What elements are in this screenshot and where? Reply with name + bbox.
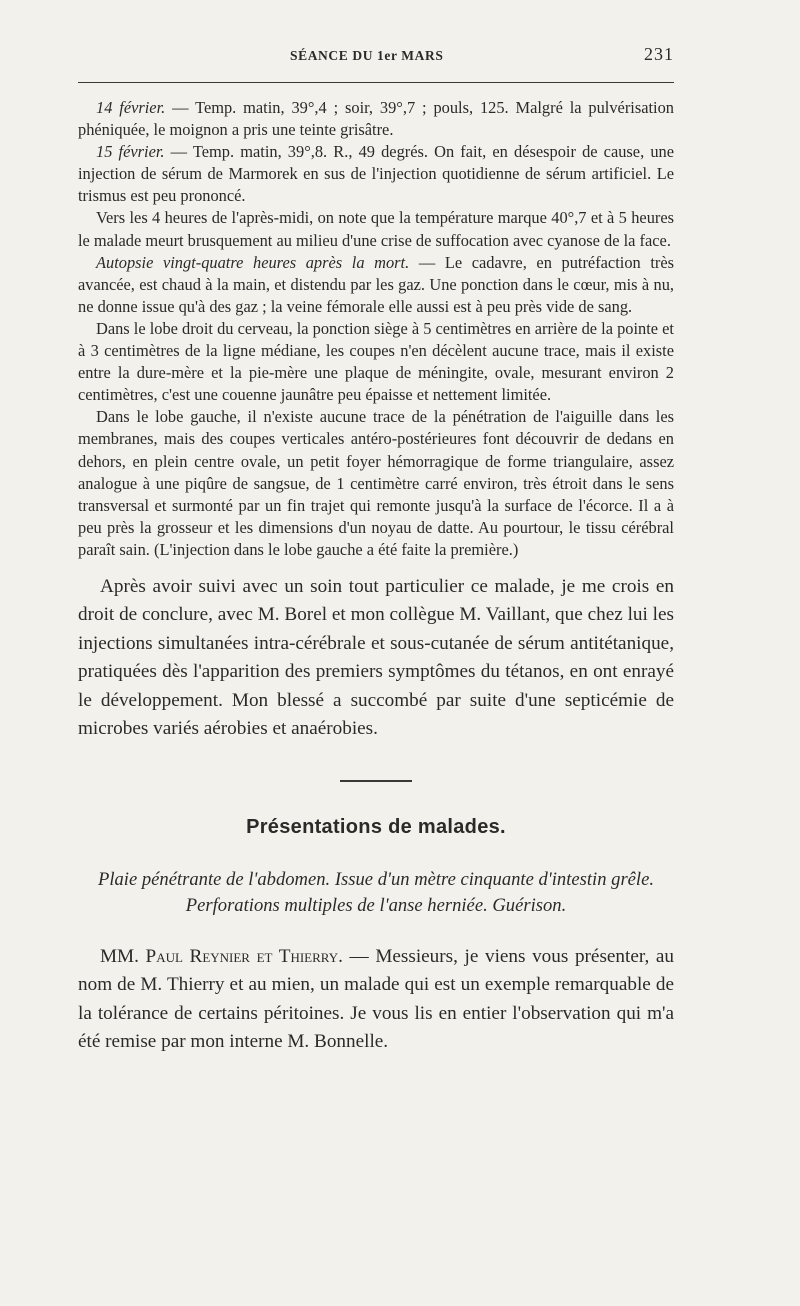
conclusion-block <box>78 573 674 744</box>
page-number: 231 <box>644 44 674 64</box>
autopsy-paragraph: Autopsie vingt-quatre heures après la mort. — Le cadavre, en putréfaction très avancée, est chaud à la main, et distendu par les gaz. Une ponction dans le cœur, mis à nu, ne donne issue qu'à des gaz ; la veine fémorale elle aussi est à peu près vide de sang. <box>78 252 674 316</box>
entry-date: 14 février. <box>96 98 166 117</box>
observation-paragraph: Vers les 4 heures de l'après-midi, on note que la température marque 40°,7 et à 5 heures le malade meurt brusquement au milieu d'une crise de suffocation avec cyanose de la face. <box>78 208 674 250</box>
observation-block <box>78 97 674 561</box>
presentation-paragraph: MM. Paul Reynier et Thierry. — Messieurs, je viens vous présenter, au nom de M. Thierry et au mien, un malade qui est un exemple remarquable de la tolérance de certains péritoines. Je vous lis en entier l'observation qui m'a été remise par mon interne M. Bonnelle. <box>78 945 674 1053</box>
header-rule <box>78 82 674 83</box>
observation-paragraph: Dans le lobe droit du cerveau, la ponction siège à 5 centimètres en arrière de la pointe et à 3 centimètres de la ligne médiane, les coupes n'en décèlent aucune trace, mais il existe entre la dure-mère et la pie-mère une plaque de méningite, ovale, mesurant environ 2 centimètres, c'est une couenne jaunâtre peu épaisse et nettement limitée. <box>78 318 674 405</box>
conclusion-paragraph: Après avoir suivi avec un soin tout particulier ce malade, je me crois en droit de conclure, avec M. Borel et mon collègue M. Vaillant, que chez lui les injections simultanées intra-cérébrale et sous-cutanée de sérum antitétanique, pratiquées dès l'apparition des premiers symptômes du tétanos, en ont enrayé le développement. Mon blessé a succombé par suite d'une septicémie de microbes variés aérobies et anaérobies. <box>78 575 674 740</box>
running-head <box>78 44 674 68</box>
running-title: SÉANCE DU 1er MARS <box>290 48 444 63</box>
entry-date: 15 février. <box>96 142 165 162</box>
presentation-block <box>78 943 674 1057</box>
section-subtitle: Plaie pénétrante de l'abdomen. Issue d'un mètre cinquante d'intestin grêle. Perforations multiples de l'anse herniée. Guérison. <box>97 868 654 916</box>
section-title: Présentations de malades. <box>246 815 506 838</box>
observation-paragraph: 14 février. — Temp. matin, 39°,4 ; soir, 39°,7 ; pouls, 125. Malgré la pulvérisation phéniquée, le moignon a pris une teinte grisâtre. <box>78 98 674 140</box>
section-separator <box>340 780 412 782</box>
observation-paragraph: Dans le lobe gauche, il n'existe aucune trace de la pénétration de l'aiguille dans les membranes, mais des coupes verticales antéro-postérieures font découvrir de dedans en dehors, en plein centre ovale, un petit foyer hémorragique de forme triangulaire, assez analogue à une piqûre de sangsue, de 1 centimètre carré environ, très étroit dans le sens transversal et surmonté par un fin trajet qui remonte jusqu'à la surface de l'écorce. Il a à peu près la grosseur et les dimensions d'un noyau de datte. Au pourtour, le tissu cérébral paraît sain. (L'injection dans le lobe gauche a été faite la première.) <box>78 407 674 559</box>
observation-paragraph: 15 février. — Temp. matin, 39°,8. R., 49 degrés. On fait, en désespoir de cause, une injection de sérum de Marmorek en sus de l'injection quotidienne de sérum artificiel. Le trismus est peu prononcé. <box>78 142 674 206</box>
autopsy-lead: Autopsie vingt-quatre heures après la mort. <box>96 252 410 272</box>
authors: MM. Paul Reynier et Thierry. <box>100 945 343 967</box>
